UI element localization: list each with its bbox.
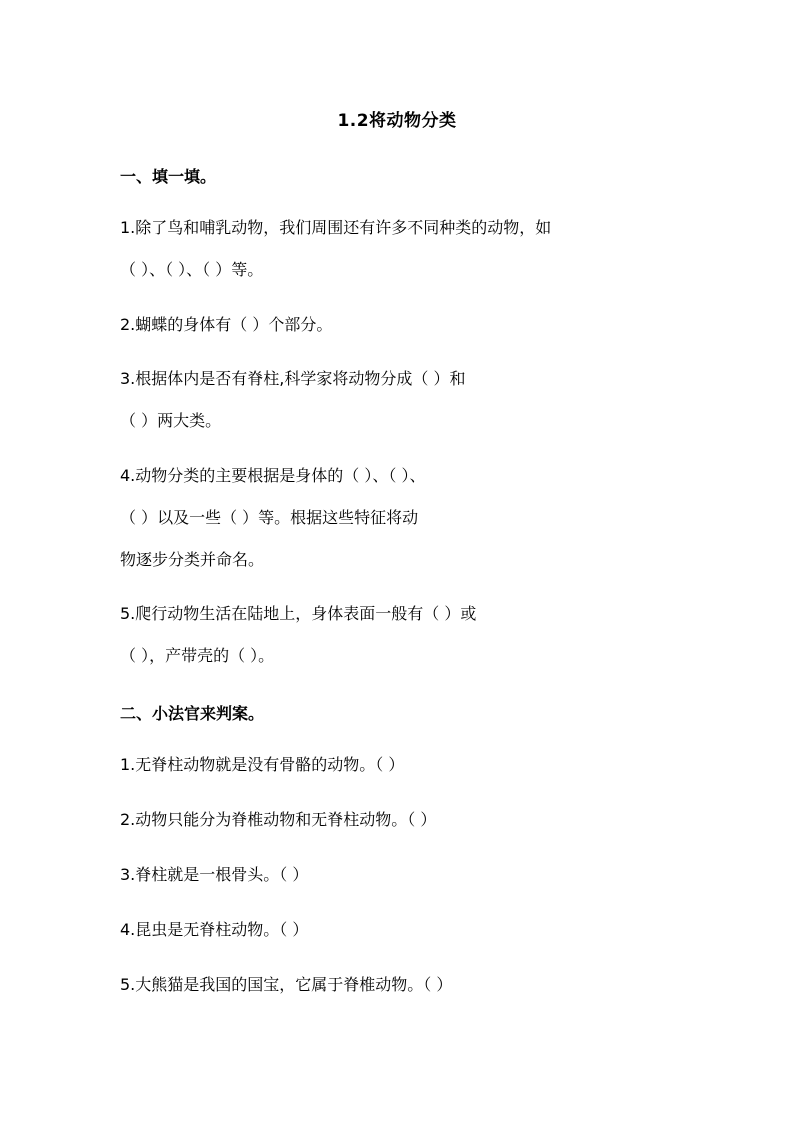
judge-item-4: 4.昆虫是无脊柱动物。（ ） <box>120 920 309 939</box>
q1-line-1: 1.除了鸟和哺乳动物，我们周围还有许多不同种类的动物，如 <box>120 218 552 237</box>
q4-line-2: （ ）以及一些（ ）等。根据这些特征将动 <box>120 508 419 527</box>
q3-line-1: 3.根据体内是否有脊柱,科学家将动物分成（ ）和 <box>120 369 466 388</box>
q5-line-1: 5.爬行动物生活在陆地上，身体表面一般有（ ）或 <box>120 604 477 623</box>
q3-line-2: （ ）两大类。 <box>120 411 222 430</box>
q4-line-3: 物逐步分类并命名。 <box>120 550 265 569</box>
section-1-heading: 一、填一填。 <box>120 167 217 186</box>
page-title: 1.2将动物分类 <box>337 111 457 131</box>
judge-item-2: 2.动物只能分为脊椎动物和无脊柱动物。（ ） <box>120 810 437 829</box>
q4-line-1: 4.动物分类的主要根据是身体的（ ）、（ ）、 <box>120 466 426 485</box>
q1-line-2: （ ）、（ ）、（ ）等。 <box>120 260 264 279</box>
judge-item-3: 3.脊柱就是一根骨头。（ ） <box>120 865 309 884</box>
judge-item-1: 1.无脊柱动物就是没有骨骼的动物。（ ） <box>120 755 405 774</box>
q2-line-1: 2.蝴蝶的身体有（ ）个部分。 <box>120 315 333 334</box>
judge-item-5: 5.大熊猫是我国的国宝，它属于脊椎动物。（ ） <box>120 975 453 994</box>
section-2-heading: 二、小法官来判案。 <box>120 704 265 723</box>
q5-line-2: （ ），产带壳的（ ）。 <box>120 646 275 665</box>
